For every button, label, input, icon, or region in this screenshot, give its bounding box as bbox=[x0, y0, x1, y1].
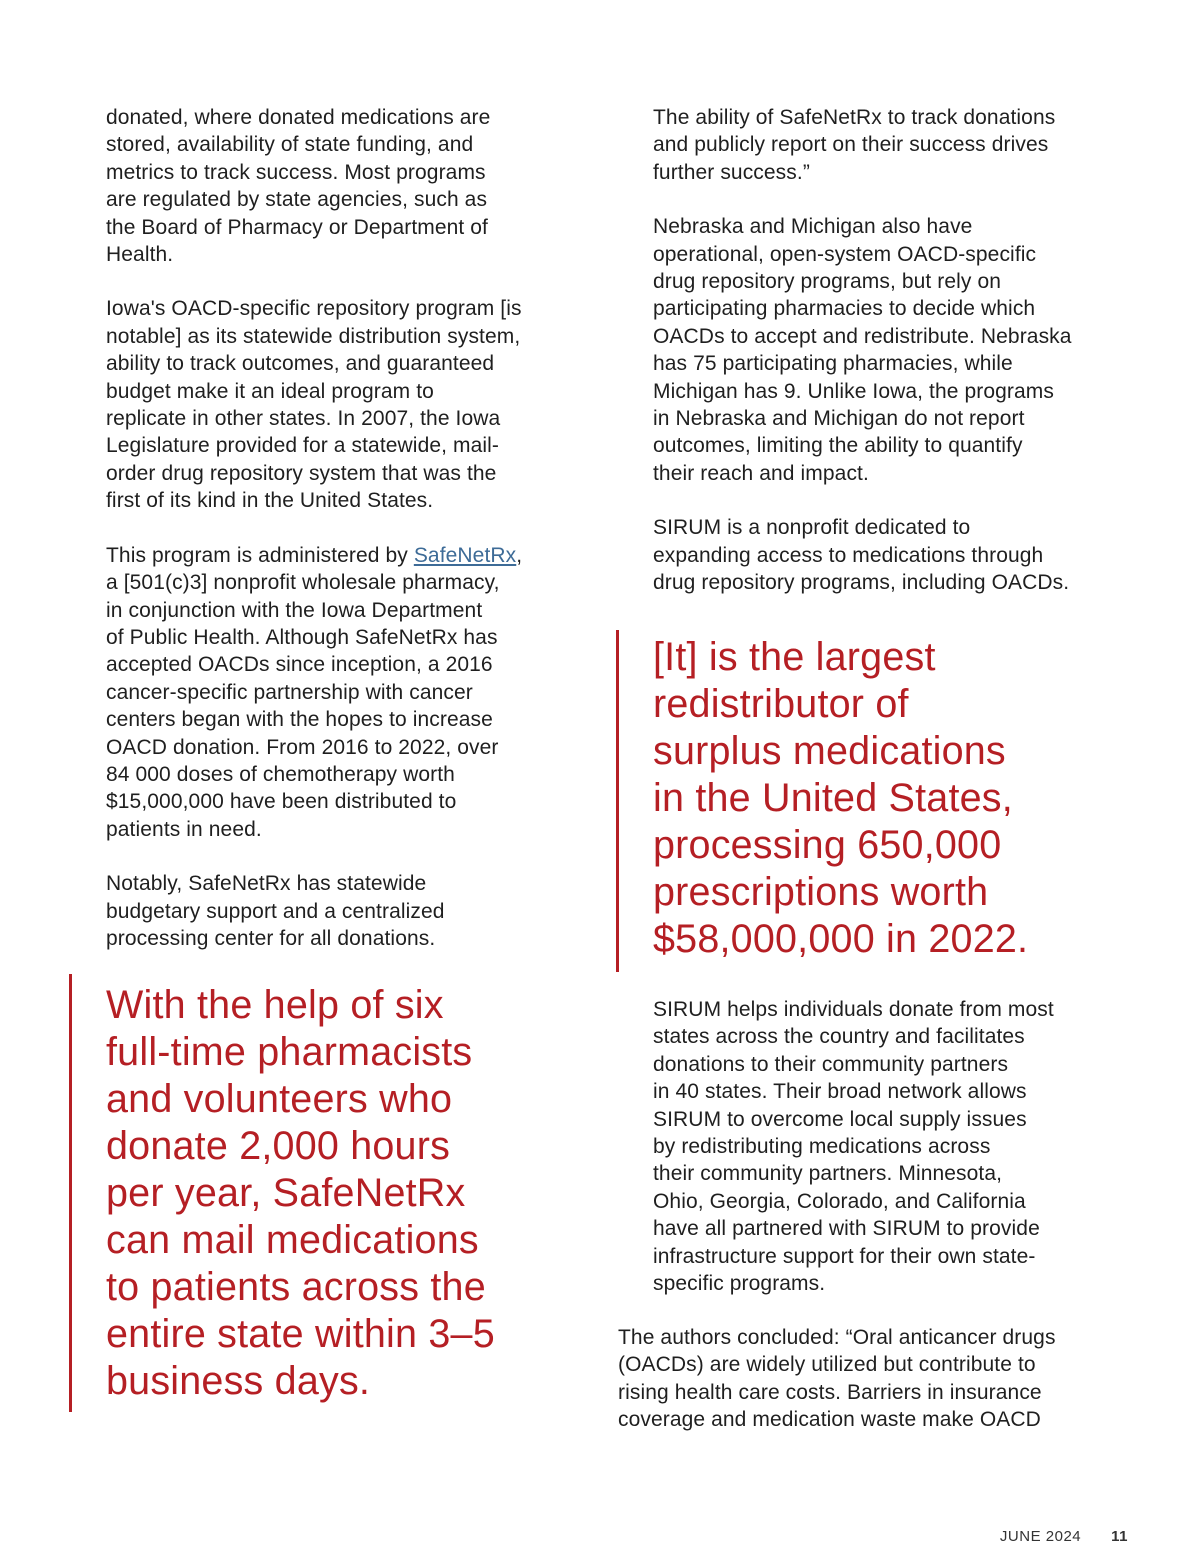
paragraph-text: This program is administered by bbox=[106, 543, 414, 567]
pullquote-rule bbox=[616, 630, 619, 972]
right-column bbox=[653, 104, 1143, 624]
body-paragraph: SIRUM helps individuals donate from most states across the country and facilitates donations to their community partners in 40 states. Their broad network allows SIRUM to overcome local supply issues by redistributing medications across their community partners. Minnesota, Ohio, Georgia, Colorado, and California have all partnered with SIRUM to provide infrastructure support for their own state- specific programs. bbox=[653, 998, 1054, 1296]
body-paragraph: The ability of SafeNetRx to track donations and publicly report on their success drives further success.” bbox=[653, 106, 1056, 184]
left-column bbox=[106, 104, 596, 979]
body-paragraph: The authors concluded: “Oral anticancer drugs (OACDs) are widely utilized but contribute to rising health care costs. Barriers in insurance coverage and medication waste make OACD bbox=[618, 1326, 1056, 1432]
left-pullquote: With the help of six full-time pharmacists and volunteers who donate 2,000 hours per year, SafeNetRx can mail medications to patients across the entire state within 3–5 business days. bbox=[106, 983, 495, 1403]
body-paragraph: Iowa's OACD-specific repository program [is notable] as its statewide distribution system, ability to track outcomes, and guaranteed budget make it an ideal program to replicate in other states. In 2007, the Iowa Legislature provided for a statewide, mail- order drug repository system that was the first of its kind in the United States. bbox=[106, 297, 522, 513]
right-pullquote: [It] is the largest redistributor of surplus medications in the United States, processing 650,000 prescriptions worth $58,000,000 in 2022. bbox=[653, 635, 1029, 961]
pullquote-rule bbox=[69, 974, 72, 1412]
issue-date: JUNE 2024 bbox=[999, 1528, 1082, 1545]
conclusion-block bbox=[618, 1324, 1148, 1461]
body-paragraph bbox=[106, 542, 596, 843]
safenetrx-link[interactable]: SafeNetRx bbox=[413, 543, 517, 567]
paragraph-text: , a [501(c)3] nonprofit wholesale pharmacy, in conjunction with the Iowa Department of Public Health. Although SafeNetRx has accepted OACDs since inception, a 2016 cancer-specific partnership with cancer centers began with the hopes to increase OACD donation. From 2016 to 2022, over 84 000 doses of chemotherapy worth $15,000,000 have been distributed to patients in need. bbox=[106, 543, 523, 841]
body-paragraph: Notably, SafeNetRx has statewide budgetary support and a centralized processing center for all donations. bbox=[106, 872, 445, 950]
page-number: 11 bbox=[1111, 1528, 1128, 1545]
body-paragraph: Nebraska and Michigan also have operational, open-system OACD-specific drug repository programs, but rely on participating pharmacies to decide which OACDs to accept and redistribute. Nebraska has 75 participating pharmacies, while Michigan has 9. Unlike Iowa, the programs in Nebraska and Michigan do not report outcomes, limiting the ability to quantify their reach and impact. bbox=[653, 215, 1072, 485]
right-column-lower bbox=[653, 996, 1143, 1324]
page-footer bbox=[1000, 1528, 1128, 1545]
body-paragraph: SIRUM is a nonprofit dedicated to expanding access to medications through drug repository programs, including OACDs. bbox=[653, 516, 1070, 595]
body-paragraph: donated, where donated medications are stored, availability of state funding, and metrics to track success. Most programs are regulated by state agencies, such as the Board of Pharmacy or Department of Health. bbox=[106, 106, 491, 267]
